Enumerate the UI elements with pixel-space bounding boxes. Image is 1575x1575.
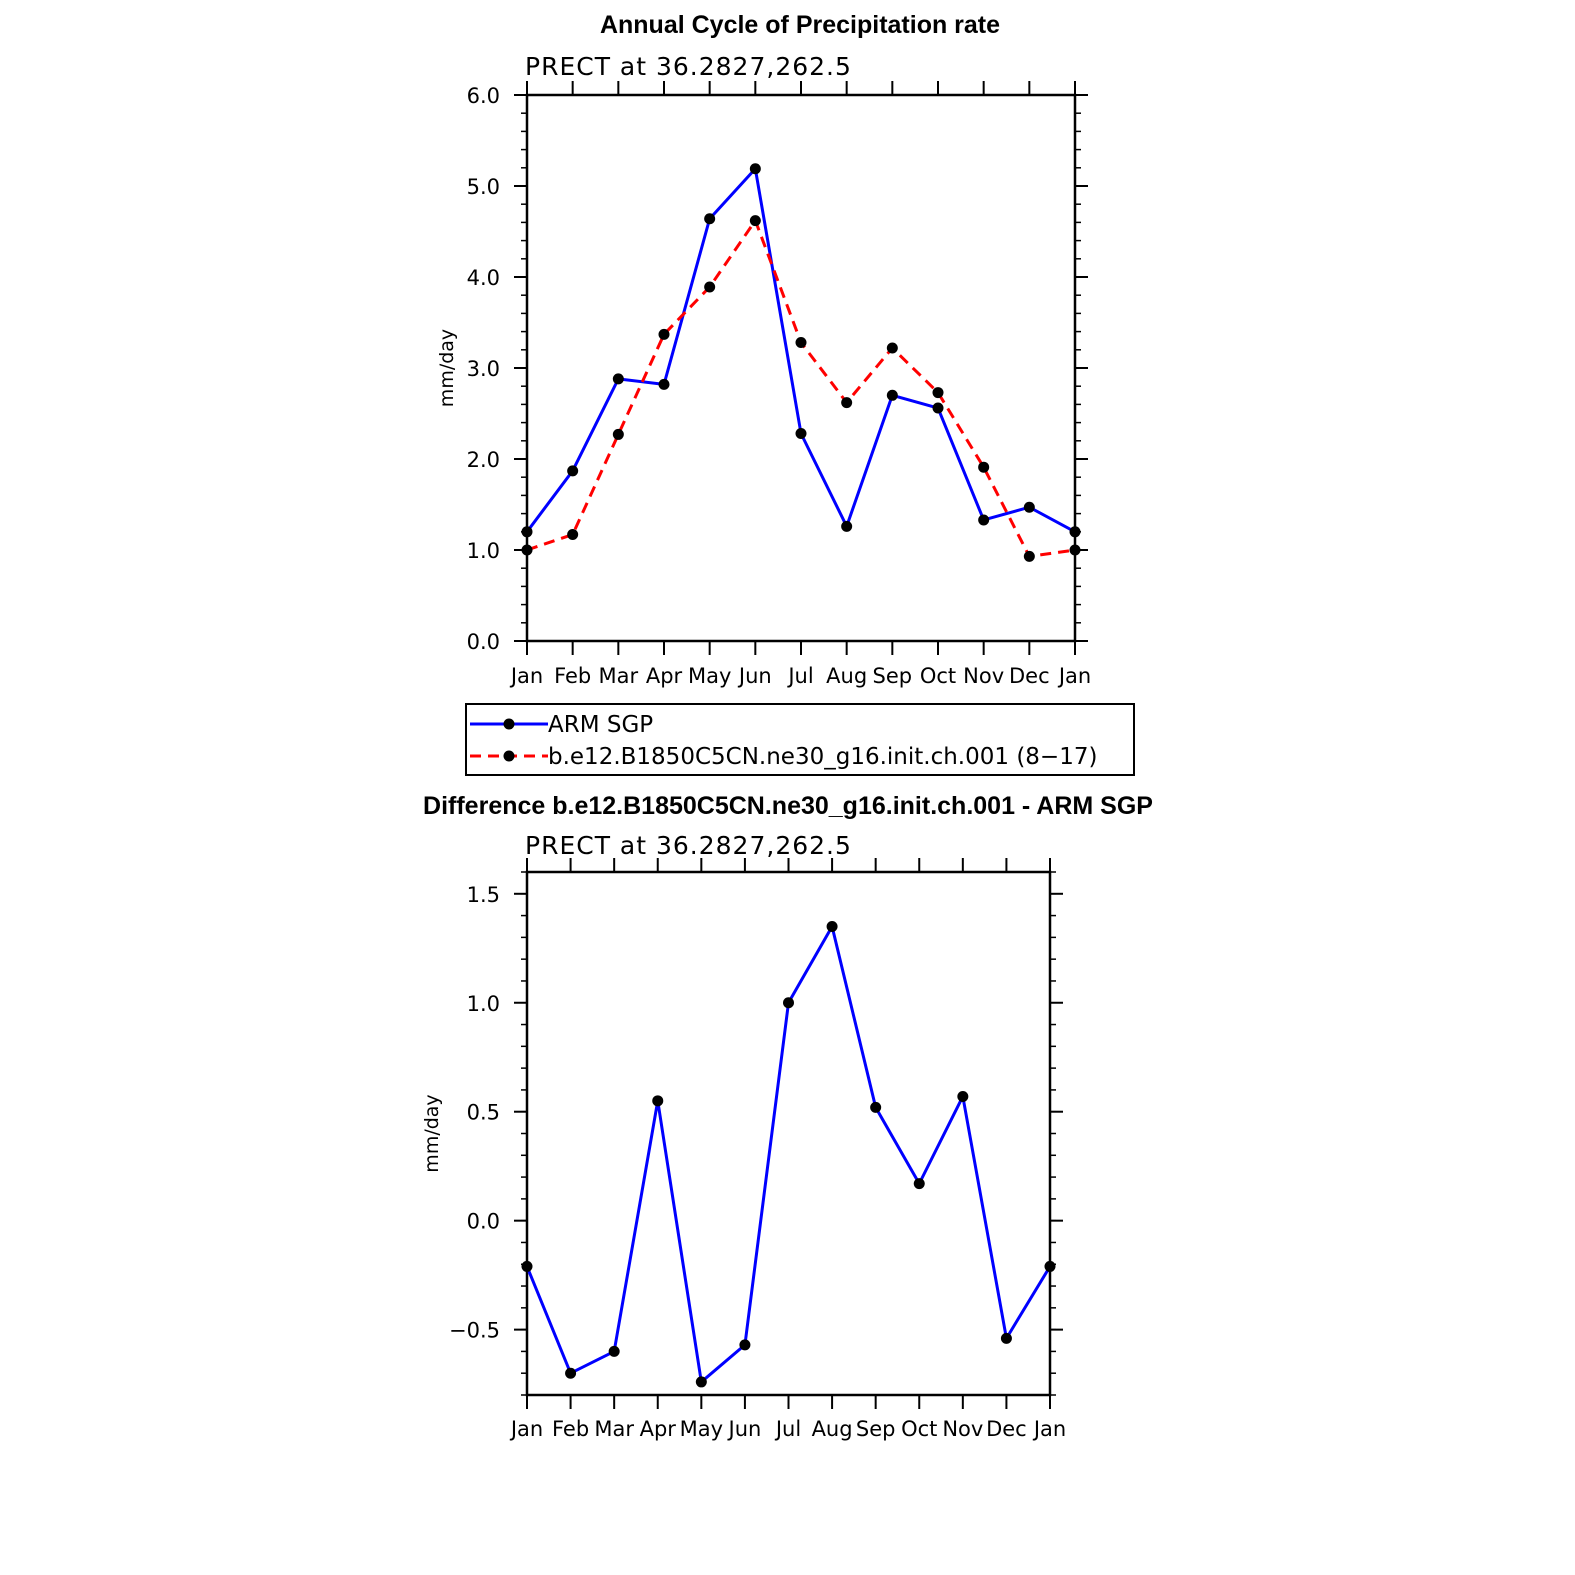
chart1-series-1-point xyxy=(978,514,989,525)
chart2-y-axis-label: mm/day xyxy=(421,1094,443,1173)
chart2-x-tick-label: Mar xyxy=(594,1417,634,1441)
chart2-x-tick-label: Sep xyxy=(855,1417,896,1441)
chart2-y-tick-label: 0.5 xyxy=(466,1100,500,1125)
chart1-series-1-point xyxy=(613,373,624,384)
chart1-x-tick-label: Oct xyxy=(919,664,957,688)
chart1-series-1-point xyxy=(841,521,852,532)
chart1-series-1-point xyxy=(887,390,898,401)
chart2-series-1-point xyxy=(696,1376,707,1387)
chart2-series-1-point xyxy=(739,1339,750,1350)
chart2-x-tick-label: Oct xyxy=(901,1417,938,1441)
chart1-y-tick-label: 4.0 xyxy=(466,266,500,290)
chart2-x-tick-label: Jun xyxy=(728,1417,762,1441)
chart1-series-2-point xyxy=(841,397,852,408)
chart1-x-tick-label: Jan xyxy=(1058,664,1092,688)
chart1-y-tick-label: 0.0 xyxy=(466,630,500,654)
chart2-series-1-point xyxy=(870,1102,881,1113)
chart1-series-2-point xyxy=(1024,551,1035,562)
chart2-series-1-point xyxy=(522,1261,533,1272)
chart1-series-2-point xyxy=(613,429,624,440)
chart1-y-tick-label: 6.0 xyxy=(466,84,500,108)
chart2-series-1-point xyxy=(1045,1261,1056,1272)
chart1-series-1-point xyxy=(796,428,807,439)
chart1-series-2-point xyxy=(796,337,807,348)
chart1-series-2-point xyxy=(887,342,898,353)
chart1-x-tick-label: Jun xyxy=(738,664,772,688)
chart2-subtitle: PRECT at 36.2827,262.5 xyxy=(525,831,852,860)
chart2-x-tick-label: Aug xyxy=(811,1417,853,1441)
legend-label-1: ARM SGP xyxy=(548,712,654,738)
chart1-y-tick-label: 2.0 xyxy=(466,448,500,472)
chart1-series-2-point xyxy=(659,329,670,340)
chart2-x-tick-label: Jul xyxy=(775,1417,802,1441)
chart1-x-tick-label: Apr xyxy=(645,664,683,688)
chart2-x-tick-label: May xyxy=(679,1417,724,1441)
chart1-title: Annual Cycle of Precipitation rate xyxy=(599,11,1001,39)
chart2-series-1-point xyxy=(957,1091,968,1102)
chart1-series-1-point xyxy=(522,526,533,537)
legend-label-2: b.e12.B1850C5CN.ne30_g16.init.ch.001 (8−17) xyxy=(548,744,1098,770)
chart1-series-1-point xyxy=(1024,502,1035,513)
chart1-series-1-point xyxy=(1070,526,1081,537)
chart1-series-1-point xyxy=(933,403,944,414)
chart2-x-tick-label: Feb xyxy=(551,1417,590,1441)
chart2-series-1-point xyxy=(827,921,838,932)
chart2-series-1-point xyxy=(652,1095,663,1106)
chart1-series-1-point xyxy=(659,379,670,390)
chart1-series-2-point xyxy=(1070,545,1081,556)
chart1-x-tick-label: Nov xyxy=(963,664,1005,688)
chart1-subtitle: PRECT at 36.2827,262.5 xyxy=(525,52,852,81)
chart2-title: Difference b.e12.B1850C5CN.ne30_g16.init.ch.001 - ARM SGP xyxy=(423,792,1153,820)
chart2-series-1-point xyxy=(914,1178,925,1189)
chart1-series-1-line xyxy=(527,169,1075,532)
chart1-y-tick-label: 3.0 xyxy=(466,357,500,381)
chart2-y-tick-label: 1.0 xyxy=(466,991,500,1016)
chart1-series-2-line xyxy=(527,221,1075,557)
chart2-x-tick-label: Nov xyxy=(942,1417,984,1441)
chart1-x-tick-label: Mar xyxy=(598,664,639,688)
legend-marker-1 xyxy=(504,719,515,730)
chart1-x-tick-label: Jul xyxy=(788,664,814,688)
legend-marker-2 xyxy=(504,751,515,762)
chart2-series-1-point xyxy=(783,997,794,1008)
chart1-x-tick-label: Sep xyxy=(872,664,913,688)
chart2-y-tick-label: 0.0 xyxy=(466,1209,500,1234)
chart1-x-tick-label: Aug xyxy=(826,664,868,688)
chart1-y-tick-label: 5.0 xyxy=(466,175,500,199)
chart2-x-tick-label: Jan xyxy=(510,1417,544,1441)
chart2-x-tick-label: Jan xyxy=(1033,1417,1067,1441)
chart1-y-axis-label: mm/day xyxy=(436,328,458,408)
chart2-x-tick-label: Apr xyxy=(639,1417,676,1441)
chart1-series-2-point xyxy=(750,215,761,226)
chart2-series-1-point xyxy=(565,1368,576,1379)
chart1-series-2-point xyxy=(978,462,989,473)
chart1-series-1-point xyxy=(704,213,715,224)
chart1-x-tick-label: Jan xyxy=(510,664,544,688)
chart2-x-tick-label: Dec xyxy=(986,1417,1027,1441)
chart2-plot-frame xyxy=(527,872,1050,1395)
chart2-series-1-point xyxy=(1001,1333,1012,1344)
chart1-series-2-point xyxy=(704,282,715,293)
chart1-series-1-point xyxy=(750,163,761,174)
chart1-x-tick-label: May xyxy=(687,664,732,688)
chart2-series-1-line xyxy=(527,926,1050,1381)
chart1-x-tick-label: Feb xyxy=(554,664,592,688)
chart1-series-2-point xyxy=(933,387,944,398)
chart2-y-tick-label: 1.5 xyxy=(466,882,500,907)
chart1-y-tick-label: 1.0 xyxy=(466,539,500,563)
chart2-series-1-point xyxy=(609,1346,620,1357)
chart1-plot-frame xyxy=(527,95,1075,641)
chart2-y-tick-label: −0.5 xyxy=(449,1318,500,1343)
chart1-series-1-point xyxy=(567,465,578,476)
chart1-x-tick-label: Dec xyxy=(1009,664,1050,688)
chart1-series-2-point xyxy=(522,545,533,556)
chart1-series-2-point xyxy=(567,529,578,540)
